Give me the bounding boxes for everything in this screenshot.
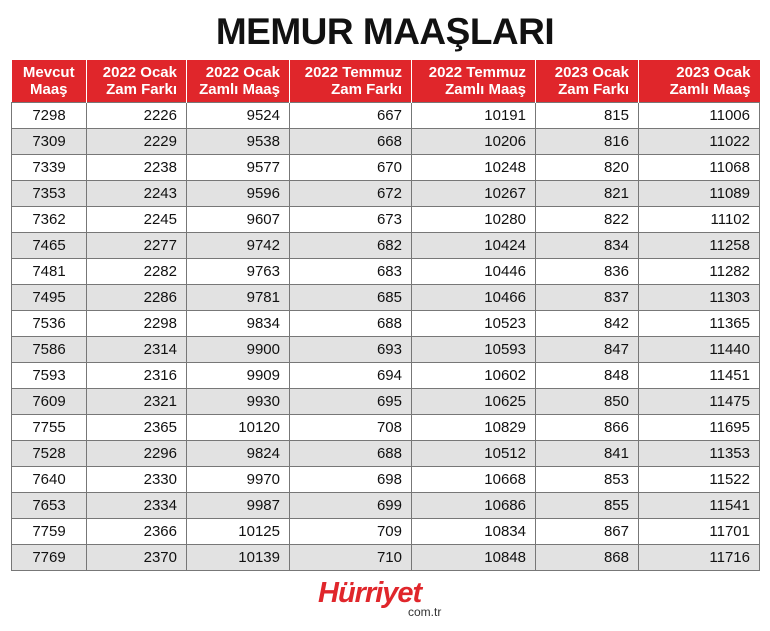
logo-wordmark: Hürriyet (318, 577, 422, 609)
table-row (12, 415, 760, 441)
table-cell: 10280 (412, 207, 536, 233)
table-cell: 9538 (187, 129, 290, 155)
table-cell: 834 (536, 233, 639, 259)
column-header-line: Zamlı Maaş (669, 81, 751, 98)
table-cell: 10848 (412, 545, 536, 571)
column-header-line: 2022 Ocak (102, 64, 177, 81)
table-cell: 7593 (12, 363, 87, 389)
table-cell: 10191 (412, 103, 536, 129)
column-header-5 (412, 60, 536, 103)
table-cell: 695 (290, 389, 412, 415)
table-cell: 9909 (187, 363, 290, 389)
table-cell: 10206 (412, 129, 536, 155)
table-cell: 9781 (187, 285, 290, 311)
column-header-2 (87, 60, 187, 103)
table-cell: 9596 (187, 181, 290, 207)
column-header-line: Zam Farkı (106, 81, 177, 98)
table-cell: 2286 (87, 285, 187, 311)
table-cell: 2316 (87, 363, 187, 389)
table-row (12, 467, 760, 493)
table-row (12, 207, 760, 233)
table-cell: 7609 (12, 389, 87, 415)
table-cell: 10466 (412, 285, 536, 311)
table-row (12, 259, 760, 285)
table-cell: 815 (536, 103, 639, 129)
table-row (12, 155, 760, 181)
table-cell: 7536 (12, 311, 87, 337)
table-cell: 2330 (87, 467, 187, 493)
table-cell: 7755 (12, 415, 87, 441)
table-cell: 2226 (87, 103, 187, 129)
table-cell: 848 (536, 363, 639, 389)
table-cell: 11282 (639, 259, 760, 285)
table-cell: 10267 (412, 181, 536, 207)
table-cell: 11102 (639, 207, 760, 233)
table-cell: 7586 (12, 337, 87, 363)
table-cell: 7465 (12, 233, 87, 259)
table-cell: 708 (290, 415, 412, 441)
table-cell: 2229 (87, 129, 187, 155)
table-cell: 11365 (639, 311, 760, 337)
table-cell: 816 (536, 129, 639, 155)
table-cell: 11701 (639, 519, 760, 545)
table-row (12, 285, 760, 311)
table-cell: 7759 (12, 519, 87, 545)
column-header-line: 2022 Temmuz (428, 64, 526, 81)
column-header-line: Zamlı Maaş (199, 81, 280, 98)
table-cell: 11522 (639, 467, 760, 493)
column-header-line: Mevcut (22, 64, 75, 81)
table-cell: 668 (290, 129, 412, 155)
table-row (12, 311, 760, 337)
table-cell: 2243 (87, 181, 187, 207)
table-row (12, 389, 760, 415)
table-cell: 10668 (412, 467, 536, 493)
table-cell: 853 (536, 467, 639, 493)
table-row (12, 441, 760, 467)
table-cell: 10829 (412, 415, 536, 441)
table-cell: 11451 (639, 363, 760, 389)
table-cell: 9834 (187, 311, 290, 337)
table-cell: 2365 (87, 415, 187, 441)
table-cell: 9987 (187, 493, 290, 519)
table-row (12, 493, 760, 519)
column-header-line: Zam Farkı (558, 81, 629, 98)
table-cell: 7528 (12, 441, 87, 467)
table-cell: 11695 (639, 415, 760, 441)
table-cell: 10139 (187, 545, 290, 571)
table-cell: 673 (290, 207, 412, 233)
table-cell: 2370 (87, 545, 187, 571)
table-cell: 7495 (12, 285, 87, 311)
table-cell: 7769 (12, 545, 87, 571)
table-row (12, 103, 760, 129)
table-row (12, 519, 760, 545)
table-cell: 11022 (639, 129, 760, 155)
table-cell: 694 (290, 363, 412, 389)
table-cell: 11006 (639, 103, 760, 129)
table-cell: 682 (290, 233, 412, 259)
column-header-1 (12, 60, 87, 103)
table-cell: 2245 (87, 207, 187, 233)
table-cell: 10424 (412, 233, 536, 259)
table-row (12, 337, 760, 363)
table-cell: 842 (536, 311, 639, 337)
table-cell: 7309 (12, 129, 87, 155)
table-cell: 709 (290, 519, 412, 545)
table-cell: 667 (290, 103, 412, 129)
column-header-line: Zam Farkı (331, 81, 402, 98)
table-cell: 836 (536, 259, 639, 285)
table-cell: 855 (536, 493, 639, 519)
table-cell: 11303 (639, 285, 760, 311)
table-cell: 11475 (639, 389, 760, 415)
table-cell: 2296 (87, 441, 187, 467)
table-row (12, 545, 760, 571)
table-cell: 2282 (87, 259, 187, 285)
table-cell: 685 (290, 285, 412, 311)
table-cell: 10593 (412, 337, 536, 363)
table-cell: 688 (290, 311, 412, 337)
table-cell: 670 (290, 155, 412, 181)
table-row (12, 363, 760, 389)
table-cell: 841 (536, 441, 639, 467)
column-header-line: Maaş (29, 81, 68, 98)
table-cell: 7653 (12, 493, 87, 519)
table-cell: 9900 (187, 337, 290, 363)
table-cell: 7640 (12, 467, 87, 493)
table-cell: 847 (536, 337, 639, 363)
table-cell: 867 (536, 519, 639, 545)
column-header-7 (639, 60, 760, 103)
table-cell: 2277 (87, 233, 187, 259)
table-cell: 10625 (412, 389, 536, 415)
table-cell: 688 (290, 441, 412, 467)
table-cell: 698 (290, 467, 412, 493)
table-cell: 11068 (639, 155, 760, 181)
table-row (12, 181, 760, 207)
table-cell: 837 (536, 285, 639, 311)
table-cell: 7362 (12, 207, 87, 233)
table-cell: 9763 (187, 259, 290, 285)
column-header-line: 2022 Temmuz (304, 64, 402, 81)
table-cell: 11440 (639, 337, 760, 363)
table-cell: 9970 (187, 467, 290, 493)
table-cell: 7298 (12, 103, 87, 129)
table-cell: 10834 (412, 519, 536, 545)
table-cell: 2321 (87, 389, 187, 415)
table-cell: 7339 (12, 155, 87, 181)
table-cell: 7353 (12, 181, 87, 207)
table-cell: 683 (290, 259, 412, 285)
hurriyet-logo (318, 576, 458, 620)
table-cell: 9524 (187, 103, 290, 129)
table-cell: 10446 (412, 259, 536, 285)
column-header-3 (187, 60, 290, 103)
table-row (12, 233, 760, 259)
table-cell: 11716 (639, 545, 760, 571)
table-cell: 2366 (87, 519, 187, 545)
table-cell: 10512 (412, 441, 536, 467)
table-cell: 9824 (187, 441, 290, 467)
table-cell: 10125 (187, 519, 290, 545)
table-cell: 9577 (187, 155, 290, 181)
column-header-line: 2023 Ocak (554, 64, 629, 81)
column-header-line: 2022 Ocak (205, 64, 280, 81)
table-cell: 10248 (412, 155, 536, 181)
table-cell: 11541 (639, 493, 760, 519)
column-header-line: Zamlı Maaş (445, 81, 526, 98)
table-cell: 2298 (87, 311, 187, 337)
salary-table (11, 60, 760, 571)
table-cell: 9930 (187, 389, 290, 415)
table-cell: 672 (290, 181, 412, 207)
table-cell: 11258 (639, 233, 760, 259)
table-cell: 820 (536, 155, 639, 181)
table-cell: 10120 (187, 415, 290, 441)
table-cell: 710 (290, 545, 412, 571)
table-cell: 822 (536, 207, 639, 233)
table-cell: 11089 (639, 181, 760, 207)
table-cell: 10686 (412, 493, 536, 519)
table-cell: 2314 (87, 337, 187, 363)
table-cell: 2238 (87, 155, 187, 181)
table-cell: 7481 (12, 259, 87, 285)
table-body (12, 103, 760, 571)
table-cell: 693 (290, 337, 412, 363)
table-cell: 10523 (412, 311, 536, 337)
table-row (12, 129, 760, 155)
page-title: MEMUR MAAŞLARI (215, 11, 555, 52)
table-cell: 11353 (639, 441, 760, 467)
logo-domain: com.tr (408, 605, 442, 619)
table-cell: 9742 (187, 233, 290, 259)
table-cell: 866 (536, 415, 639, 441)
column-header-4 (290, 60, 412, 103)
table-cell: 9607 (187, 207, 290, 233)
table-cell: 821 (536, 181, 639, 207)
table-cell: 10602 (412, 363, 536, 389)
column-header-6 (536, 60, 639, 103)
table-header-row (12, 60, 760, 103)
table-cell: 868 (536, 545, 639, 571)
table-cell: 699 (290, 493, 412, 519)
table-cell: 850 (536, 389, 639, 415)
table-cell: 2334 (87, 493, 187, 519)
column-header-line: 2023 Ocak (676, 64, 751, 81)
